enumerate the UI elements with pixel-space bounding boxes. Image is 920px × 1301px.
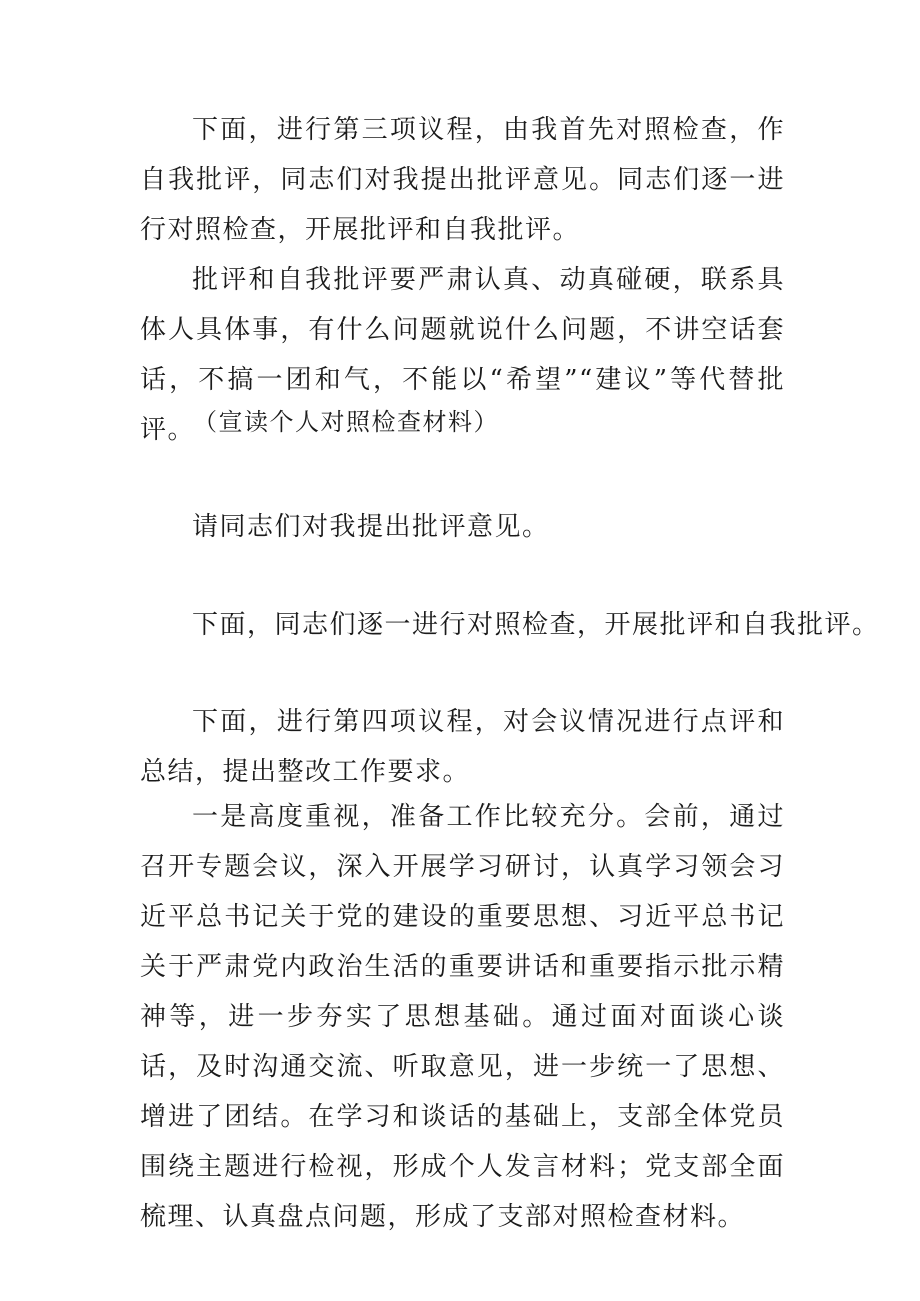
paragraph-mutual-review: 下面，同志们逐一进行对照检查，开展批评和自我批评。 <box>192 610 880 640</box>
paragraph-agenda-four: 下面，进行第四项议程，对会议情况进行点评和总结，提出整改工作要求。 <box>140 707 785 787</box>
paragraph-request-opinions: 请同志们对我提出批评意见。 <box>192 512 550 542</box>
stage-direction-note: （宣读个人对照检查材料） <box>193 408 499 436</box>
paragraph-agenda-three: 下面，进行第三项议程，由我首先对照检查，作自我批评，同志们对我提出批评意见。同志们逐一进行对照检查，开展批评和自我批评。 <box>140 115 785 245</box>
paragraph-summary-point-one: 一是高度重视，准备工作比较充分。会前，通过召开专题会议，深入开展学习研讨，认真学习领会习近平总书记关于党的建设的重要思想、习近平总书记关于严肃党内政治生活的重要讲话和重要指示批示精神等，进一步夯实了思想基础。通过面对面谈心谈话，及时沟通交流、听取意见，进一步统一了思想、增进了团结。在学习和谈话的基础上，支部全体党员围绕主题进行检视，形成个人发言材料；党支部全面梳理、认真盘点问题，形成了支部对照检查材料。 <box>140 802 785 1232</box>
paragraph-criticism-requirements: 批评和自我批评要严肃认真、动真碰硬，联系具体人具体事，有什么问题就说什么问题，不讲空话套话，不搞一团和气，不能以“希望”“建议”等代替批评。 <box>140 265 785 445</box>
